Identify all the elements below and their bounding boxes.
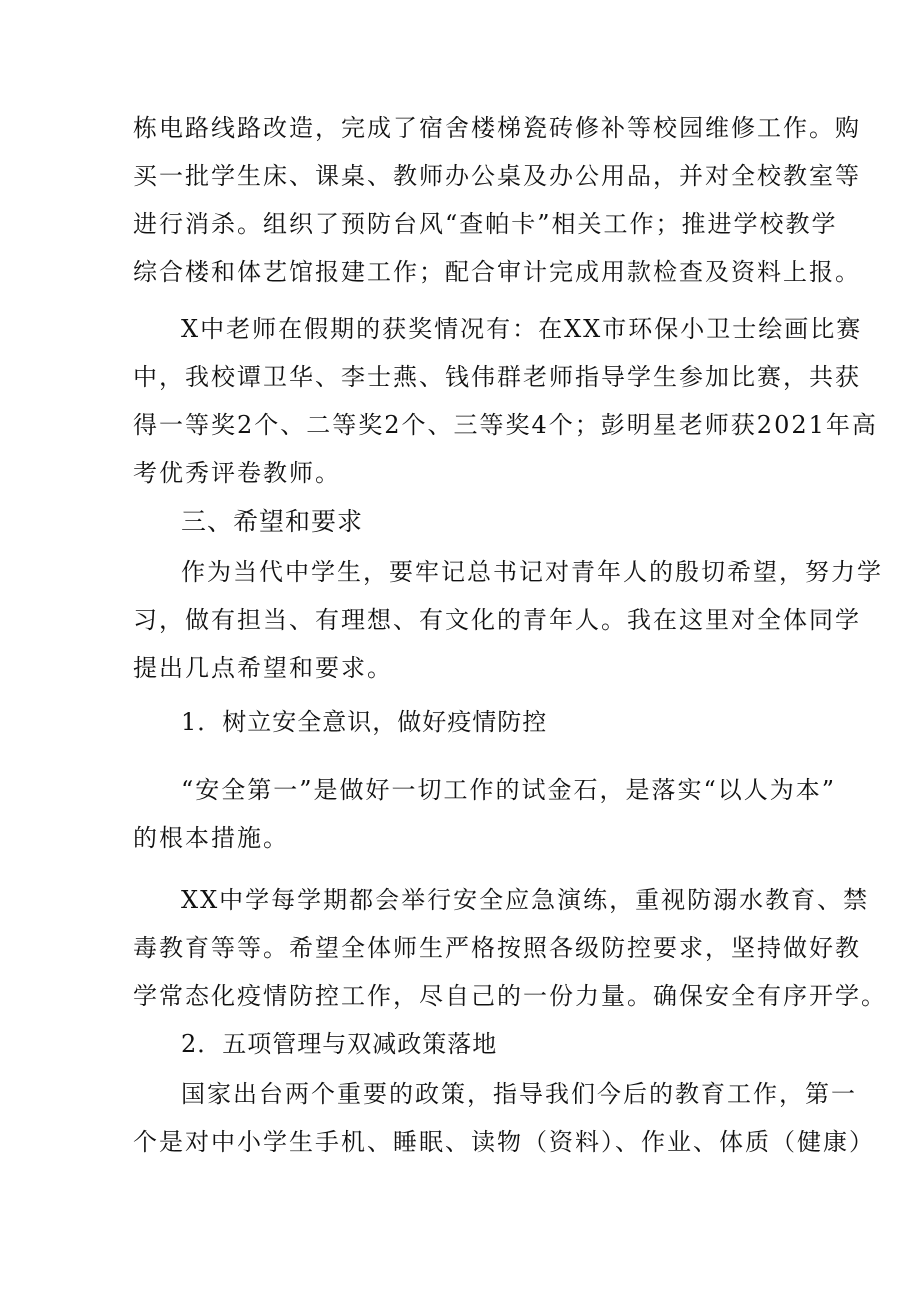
paragraph-expectations [133, 548, 883, 692]
paragraph-maintenance [133, 104, 861, 296]
paragraph-safety-first [133, 766, 837, 862]
text-line: 综合楼和体艺馆报建工作；配合审计完成用款检查及资料上报。 [133, 258, 861, 286]
subheading-safety: 1．树立安全意识，做好疫情防控 [181, 708, 548, 736]
text-line: 中，我校谭卫华、李士燕、钱伟群老师指导学生参加比赛，共获 [133, 363, 861, 391]
paragraph-policy [133, 1070, 875, 1166]
text-line: 栋电路线路改造，完成了宿舍楼梯瓷砖修补等校园维修工作。购 [133, 114, 861, 142]
text-line: “安全第一”是做好一切工作的试金石，是落实“以人为本” [181, 776, 837, 804]
text-line: 进行消杀。组织了预防台风“查帕卡”相关工作；推进学校教学 [133, 210, 838, 238]
text-line: 学常态化疫情防控工作，尽自己的一份力量。确保安全有序开学。 [133, 982, 887, 1010]
text-line: 毒教育等等。希望全体师生严格按照各级防控要求，坚持做好教 [133, 934, 861, 962]
text-line: 买一批学生床、课桌、教师办公桌及办公用品，并对全校教室等 [133, 162, 861, 190]
subheading-policy: 2．五项管理与双减政策落地 [181, 1030, 498, 1058]
text-line: 得一等奖2个、二等奖2个、三等奖4个；彭明星老师获2021年高 [133, 411, 878, 439]
text-line: 作为当代中学生，要牢记总书记对青年人的殷切希望，努力学 [181, 558, 883, 586]
text-line: 习，做有担当、有理想、有文化的青年人。我在这里对全体同学 [133, 606, 861, 634]
text-line: 个是对中小学生手机、睡眠、读物（资料）、作业、体质（健康） [133, 1128, 875, 1156]
text-line: 考优秀评卷教师。 [133, 459, 341, 487]
section-heading: 三、希望和要求 [181, 507, 364, 536]
text-line: 提出几点希望和要求。 [133, 654, 393, 682]
text-line: X中老师在假期的获奖情况有：在XX市环保小卫士绘画比赛 [181, 315, 863, 343]
text-line: XX中学每学期都会举行安全应急演练，重视防溺水教育、禁 [181, 886, 870, 914]
text-line: 国家出台两个重要的政策，指导我们今后的教育工作，第一 [181, 1080, 857, 1108]
paragraph-drills [133, 876, 887, 1020]
paragraph-awards [133, 305, 878, 497]
text-line: 的根本措施。 [133, 824, 289, 852]
